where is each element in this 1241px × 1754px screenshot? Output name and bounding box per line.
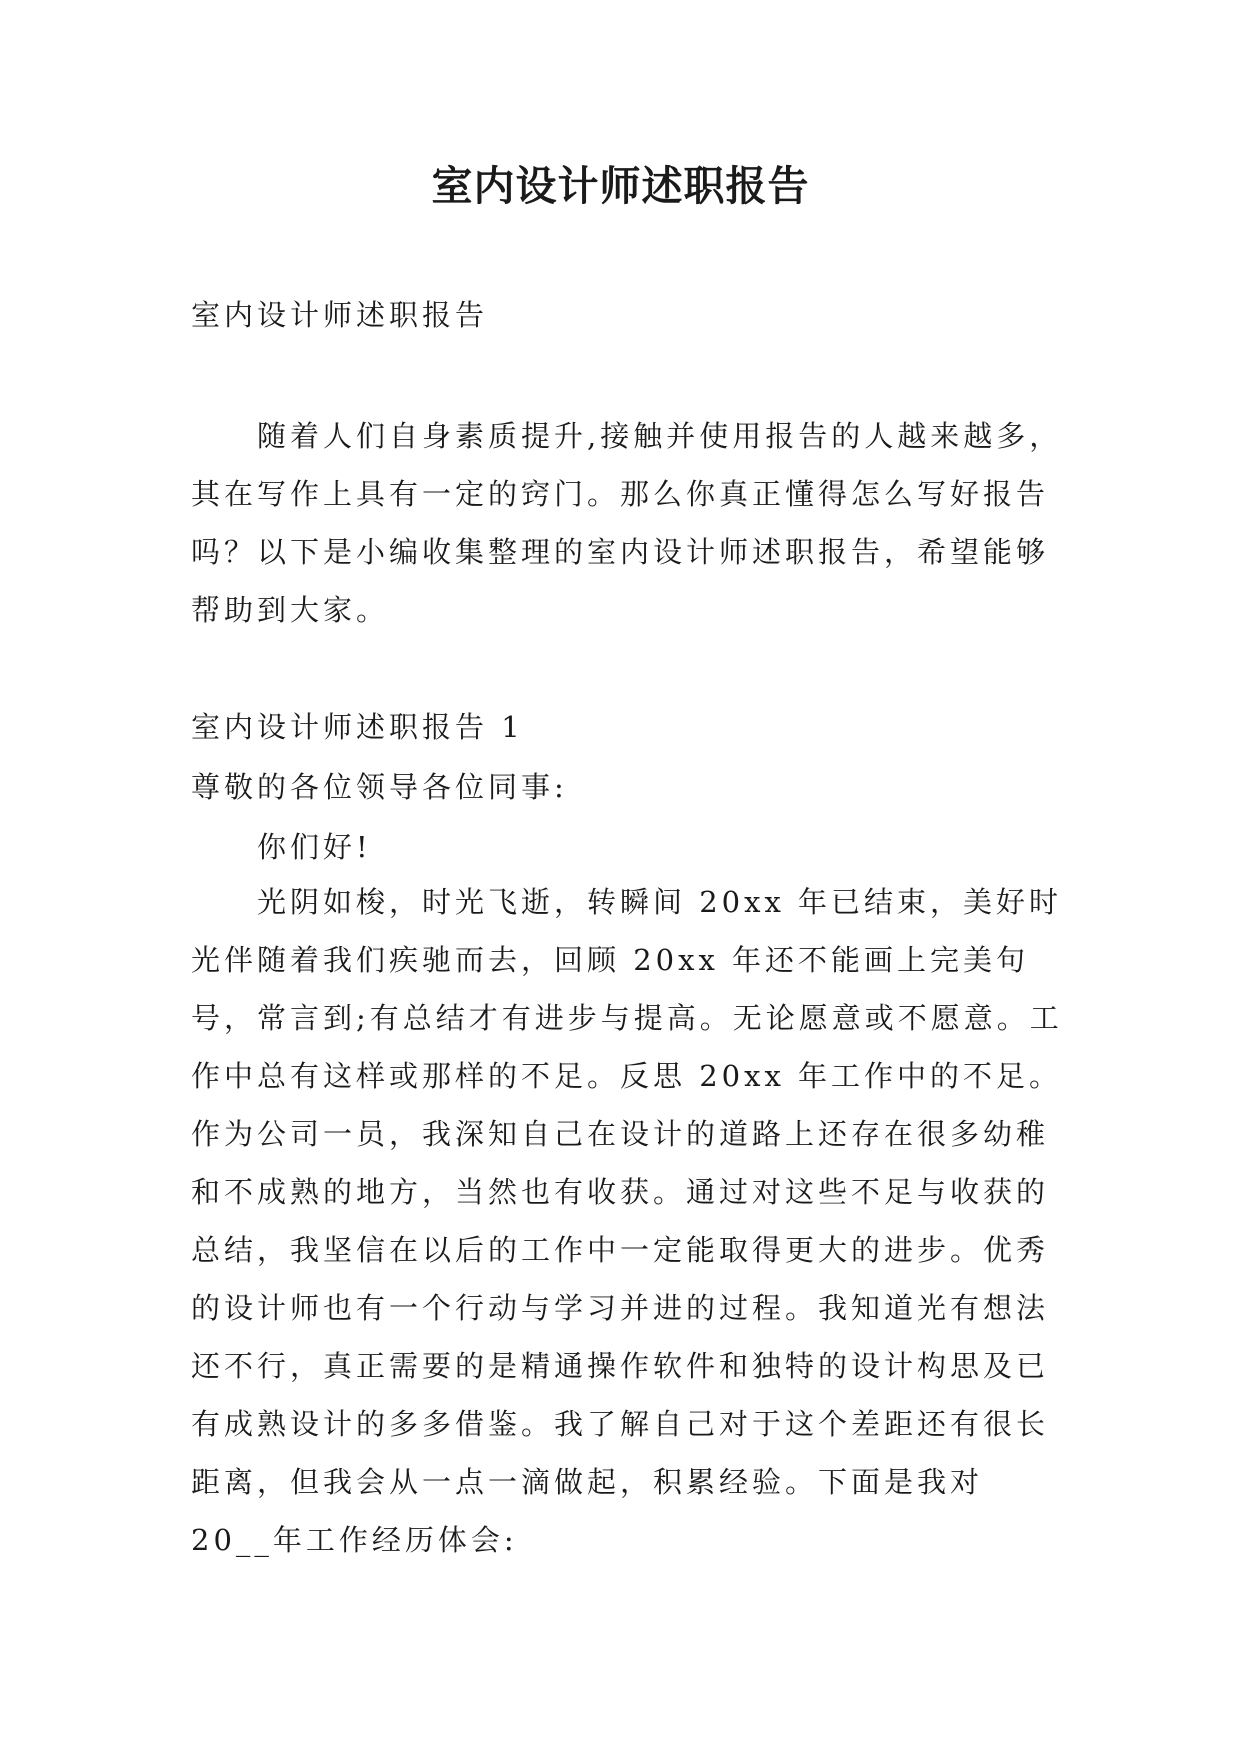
document-subtitle: 室内设计师述职报告 [191, 298, 489, 332]
greeting: 你们好! [257, 830, 372, 864]
section-heading: 室内设计师述职报告 1 [191, 710, 524, 744]
salutation: 尊敬的各位领导各位同事: [191, 770, 568, 804]
intro-paragraph: 随着人们自身素质提升,接触并使用报告的人越来越多，其在写作上具有一定的窍门。那么你真正懂得怎么写好报告吗？以下是小编收集整理的室内设计师述职报告，希望能够帮助到大家。 [191, 419, 1063, 627]
body-paragraph: 光阴如梭，时光飞逝，转瞬间 20xx 年已结束，美好时光伴随着我们疾驰而去，回顾 20xx 年还不能画上完美句号，常言到;有总结才有进步与提高。无论愿意或不愿意。工作中总有这样或那样的不足。反思 20xx 年工作中的不足。作为公司一员，我深知自己在设计的道路上还存在很多幼稚和不成熟的地方，当然也有收获。通过对这些不足与收获的总结，我坚信在以后的工作中一定能取得更大的进步。优秀的设计师也有一个行动与学习并进的过程。我知道光有想法还不行，真正需要的是精通操作软件和独特的设计构思及已有成熟设计的多多借鉴。我了解自己对于这个差距还有很长距离，但我会从一点一滴做起，积累经验。下面是我对 20__年工作经历体会: [191, 885, 1063, 1557]
document-title: 室内设计师述职报告 [431, 162, 810, 210]
